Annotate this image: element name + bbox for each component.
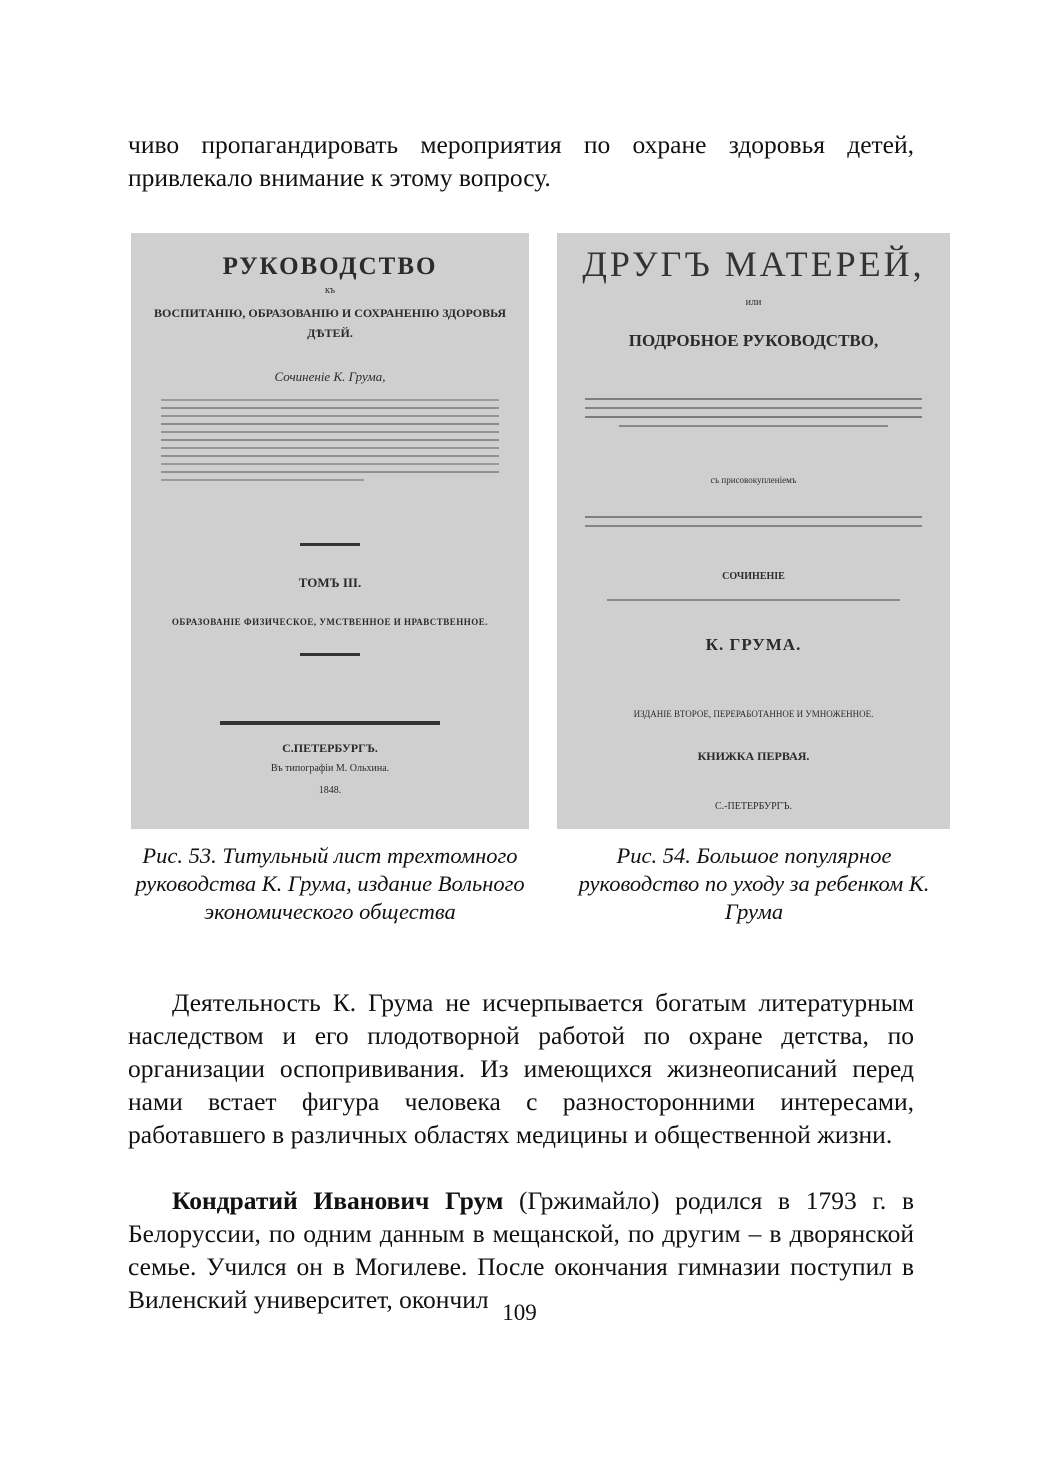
scan-works: СОЧИНЕНІЕ [722, 571, 785, 582]
scan-fine-print [585, 391, 922, 434]
figure-53-caption: Рис. 53. Титульный лист трехтомного руководства К. Грума, издание Вольного экономического общества [135, 843, 525, 924]
person-name: Кондратий Иванович Грум [172, 1186, 504, 1215]
scan-divider [300, 543, 360, 546]
scan-with: съ присовокупленіемъ [710, 475, 797, 485]
figure-54-title-page [557, 233, 950, 829]
figure-53-title-page [131, 233, 529, 829]
scan-volume: ТОМЪ III. [298, 575, 362, 590]
scan-year: 1848. [318, 785, 342, 796]
scan-title: РУКОВОДСТВО [222, 253, 438, 280]
biography-text: (Гржимайло) родился в 1793 г. в Белоруссии, по одним данным в мещанской, по другим – в дворянской семье. Учился он в Могилеве. После окончания гимназии поступил в Виленский университет, окончил [128, 1186, 915, 1314]
top-paragraph: чиво пропагандировать мероприятия по охране здоровья детей, привлекало внимание к этому вопросу. [128, 130, 914, 192]
scan-divider [220, 721, 440, 725]
paragraph-biography [128, 1184, 914, 1316]
scan-fine-print [161, 393, 499, 487]
scan-subtitle-small: къ [324, 285, 336, 296]
scan-divider [300, 653, 360, 656]
scan-author: Сочиненіе К. Грума, [274, 369, 386, 384]
scan-subtitle: ВОСПИТАНІЮ, ОБРАЗОВАНІЮ И СОХРАНЕНІЮ ЗДОРОВЬЯ ДѢТЕЙ. [153, 306, 507, 340]
paragraph-activity: Деятельность К. Грума не исчерпывается богатым литературным наследством и его плодотворной работой по охране детства, по организации оспопрививания. Из имеющихся жизнеописаний перед нами встает фигура человека с разносторонними интересами, работавшего в различных областях медицины и общественной жизни. [128, 988, 914, 1149]
scan-city: С.-ПЕТЕРБУРГЪ. [715, 801, 792, 812]
scan-book: КНИЖКА ПЕРВАЯ. [697, 749, 810, 763]
scan-city: С.ПЕТЕРБУРГЪ. [282, 741, 378, 755]
scan-edition: ИЗДАНІЕ ВТОРОЕ, ПЕРЕРАБОТАННОЕ И УМНОЖЕННОЕ. [633, 709, 874, 719]
scan-section: ОБРАЗОВАНІЕ ФИЗИЧЕСКОЕ, УМСТВЕННОЕ И НРАВСТВЕННОЕ. [171, 617, 489, 627]
page-number: 109 [502, 1300, 537, 1325]
scan-ili: или [745, 297, 762, 308]
scan-fine-print [607, 593, 900, 607]
figure-54-caption: Рис. 54. Большое популярное руководство по уходу за ребенком К. Грума [578, 843, 930, 924]
scan-press: Въ типографіи М. Ольхина. [270, 763, 390, 774]
scan-fine-print [585, 509, 922, 534]
scan-subtitle: ПОДРОБНОЕ РУКОВОДСТВО, [628, 331, 879, 350]
scan-title: ДРУГЪ МАТЕРЕЙ, [582, 244, 925, 284]
scan-author: К. ГРУМА. [705, 635, 802, 654]
